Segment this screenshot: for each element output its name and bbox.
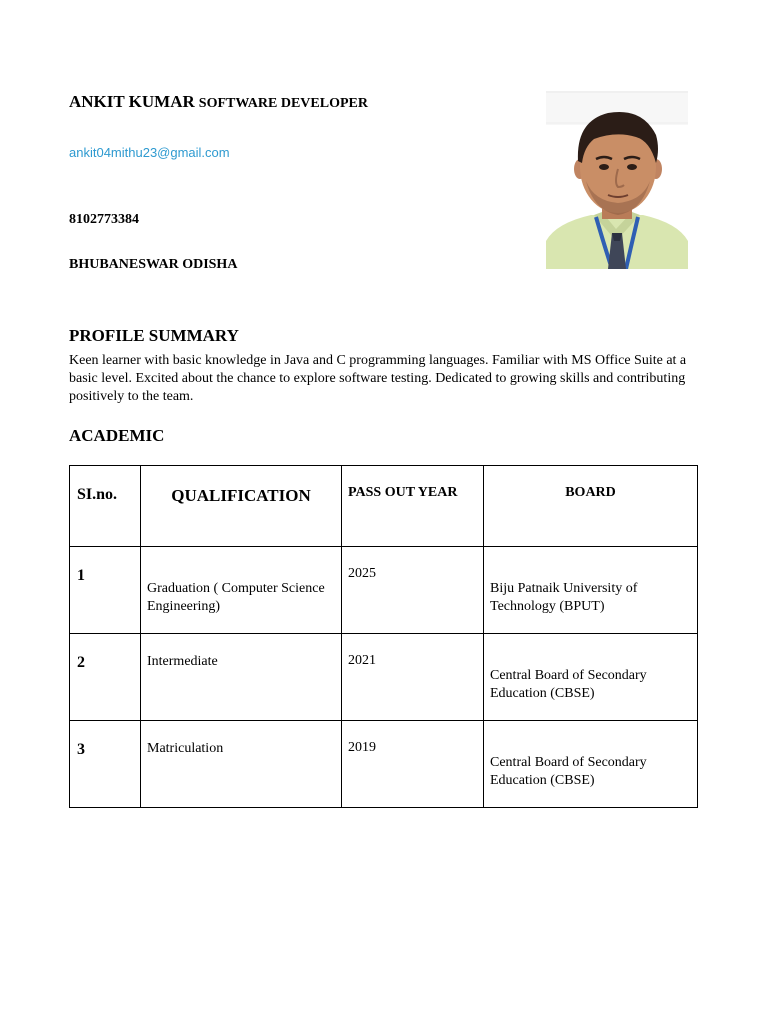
table-cell bbox=[70, 721, 141, 808]
table-cell bbox=[484, 547, 698, 634]
table-cell bbox=[484, 634, 698, 721]
table-header-cell bbox=[70, 466, 141, 547]
table-cell bbox=[342, 721, 484, 808]
row-sno: 1 bbox=[77, 567, 85, 584]
profile-summary-heading: PROFILE SUMMARY bbox=[69, 326, 239, 345]
row-board: Central Board of Secondary Education (CBSE) bbox=[490, 755, 647, 788]
table-row bbox=[70, 721, 698, 808]
table-row bbox=[70, 547, 698, 634]
profile-summary-text: Keen learner with basic knowledge in Java and C programming languages. Familiar with MS Office Suite at a basic level. Excited about the chance to explore software testing. Dedicated to growing skills and contributing positively to the team. bbox=[69, 353, 687, 404]
row-sno: 3 bbox=[77, 741, 85, 758]
column-header-board: BOARD bbox=[565, 485, 616, 500]
location: BHUBANESWAR ODISHA bbox=[69, 257, 238, 272]
phone-number: 8102773384 bbox=[69, 212, 139, 227]
table-header-cell bbox=[141, 466, 342, 547]
table-header-cell bbox=[484, 466, 698, 547]
row-sno: 2 bbox=[77, 654, 85, 671]
row-year: 2019 bbox=[348, 740, 376, 755]
table-cell bbox=[342, 634, 484, 721]
table-cell bbox=[342, 547, 484, 634]
table-cell bbox=[70, 634, 141, 721]
column-header-year: PASS OUT YEAR bbox=[348, 485, 458, 500]
header-name-line bbox=[69, 92, 368, 114]
email-link[interactable]: ankit04mithu23@gmail.com bbox=[69, 145, 230, 160]
table-cell bbox=[141, 634, 342, 721]
table-header-cell bbox=[342, 466, 484, 547]
candidate-name: ANKIT KUMAR bbox=[69, 92, 195, 111]
row-board: Biju Patnaik University of Technology (BPUT) bbox=[490, 581, 638, 614]
table-cell bbox=[141, 721, 342, 808]
row-board: Central Board of Secondary Education (CBSE) bbox=[490, 668, 647, 701]
row-qualification: Matriculation bbox=[147, 741, 224, 756]
table-cell bbox=[141, 547, 342, 634]
row-qualification: Intermediate bbox=[147, 654, 218, 669]
table-cell bbox=[70, 547, 141, 634]
table-header-row bbox=[70, 466, 698, 547]
profile-photo bbox=[546, 91, 688, 269]
profile-photo-icon bbox=[546, 91, 688, 269]
table-row bbox=[70, 634, 698, 721]
row-year: 2025 bbox=[348, 566, 376, 581]
row-qualification: Graduation ( Computer Science Engineering) bbox=[147, 581, 325, 614]
academic-table bbox=[69, 465, 698, 808]
table-cell bbox=[484, 721, 698, 808]
column-header-qualification: QUALIFICATION bbox=[171, 486, 311, 505]
job-title: SOFTWARE DEVELOPER bbox=[198, 96, 368, 111]
row-year: 2021 bbox=[348, 653, 376, 668]
academic-heading: ACADEMIC bbox=[69, 426, 165, 445]
column-header-sno: SI.no. bbox=[77, 486, 118, 503]
